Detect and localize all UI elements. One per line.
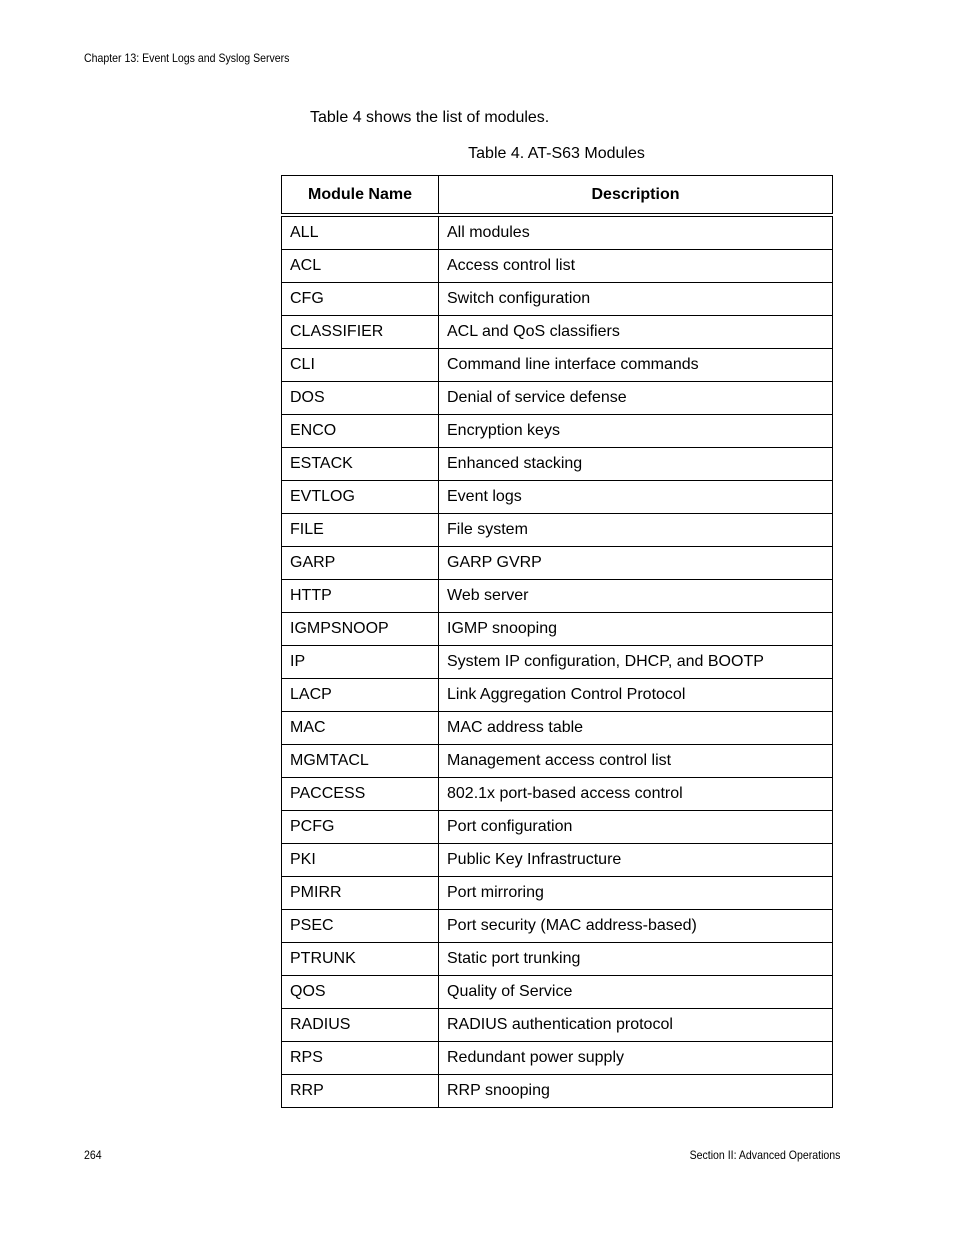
module-name-cell: IGMPSNOOP bbox=[282, 613, 439, 646]
table-caption: Table 4. AT-S63 Modules bbox=[468, 145, 645, 162]
description-cell: Denial of service defense bbox=[439, 382, 833, 415]
description-cell: Event logs bbox=[439, 481, 833, 514]
module-name-cell: MGMTACL bbox=[282, 745, 439, 778]
table-row bbox=[282, 745, 833, 778]
table-row bbox=[282, 1075, 833, 1108]
table-row bbox=[282, 844, 833, 877]
table-row bbox=[282, 250, 833, 283]
table-row bbox=[282, 448, 833, 481]
table-row bbox=[282, 613, 833, 646]
description-cell: Enhanced stacking bbox=[439, 448, 833, 481]
running-header: Chapter 13: Event Logs and Syslog Servers bbox=[84, 51, 290, 65]
module-name-cell: ESTACK bbox=[282, 448, 439, 481]
module-name-cell: ENCO bbox=[282, 415, 439, 448]
module-name-cell: CLASSIFIER bbox=[282, 316, 439, 349]
module-name-cell: PMIRR bbox=[282, 877, 439, 910]
description-cell: Static port trunking bbox=[439, 943, 833, 976]
description-cell: Port security (MAC address-based) bbox=[439, 910, 833, 943]
table-row bbox=[282, 679, 833, 712]
module-name-cell: EVTLOG bbox=[282, 481, 439, 514]
table-row bbox=[282, 316, 833, 349]
module-name-cell: PKI bbox=[282, 844, 439, 877]
description-cell: All modules bbox=[439, 215, 833, 250]
table-row bbox=[282, 382, 833, 415]
column-header-module-name: Module Name bbox=[282, 176, 439, 216]
description-cell: Public Key Infrastructure bbox=[439, 844, 833, 877]
module-name-cell: FILE bbox=[282, 514, 439, 547]
intro-text: Table 4 shows the list of modules. bbox=[310, 109, 550, 126]
description-cell: Web server bbox=[439, 580, 833, 613]
table-row bbox=[282, 943, 833, 976]
table-header-row bbox=[282, 176, 833, 216]
description-cell: IGMP snooping bbox=[439, 613, 833, 646]
module-name-cell: DOS bbox=[282, 382, 439, 415]
table-row bbox=[282, 349, 833, 382]
description-cell: RRP snooping bbox=[439, 1075, 833, 1108]
table-row bbox=[282, 646, 833, 679]
table-row bbox=[282, 1042, 833, 1075]
description-cell: 802.1x port-based access control bbox=[439, 778, 833, 811]
modules-table bbox=[281, 175, 833, 1108]
description-cell: GARP GVRP bbox=[439, 547, 833, 580]
description-cell: RADIUS authentication protocol bbox=[439, 1009, 833, 1042]
description-cell: Encryption keys bbox=[439, 415, 833, 448]
table-row bbox=[282, 976, 833, 1009]
description-cell: ACL and QoS classifiers bbox=[439, 316, 833, 349]
table-row bbox=[282, 910, 833, 943]
module-name-cell: PTRUNK bbox=[282, 943, 439, 976]
description-cell: Link Aggregation Control Protocol bbox=[439, 679, 833, 712]
module-name-cell: HTTP bbox=[282, 580, 439, 613]
description-cell: Port configuration bbox=[439, 811, 833, 844]
column-header-description: Description bbox=[439, 176, 833, 216]
description-cell: File system bbox=[439, 514, 833, 547]
description-cell: System IP configuration, DHCP, and BOOTP bbox=[439, 646, 833, 679]
page-number: 264 bbox=[84, 1148, 102, 1162]
module-name-cell: ALL bbox=[282, 215, 439, 250]
module-name-cell: LACP bbox=[282, 679, 439, 712]
table-row bbox=[282, 547, 833, 580]
description-cell: Port mirroring bbox=[439, 877, 833, 910]
table-row bbox=[282, 778, 833, 811]
module-name-cell: PACCESS bbox=[282, 778, 439, 811]
section-footer: Section II: Advanced Operations bbox=[689, 1148, 840, 1162]
table-row bbox=[282, 580, 833, 613]
table-body bbox=[282, 215, 833, 1108]
module-name-cell: ACL bbox=[282, 250, 439, 283]
table-row bbox=[282, 215, 833, 250]
module-name-cell: GARP bbox=[282, 547, 439, 580]
table-row bbox=[282, 283, 833, 316]
description-cell: Management access control list bbox=[439, 745, 833, 778]
table-row bbox=[282, 877, 833, 910]
description-cell: Command line interface commands bbox=[439, 349, 833, 382]
module-name-cell: QOS bbox=[282, 976, 439, 1009]
description-cell: MAC address table bbox=[439, 712, 833, 745]
table-row bbox=[282, 514, 833, 547]
module-name-cell: CFG bbox=[282, 283, 439, 316]
description-cell: Switch configuration bbox=[439, 283, 833, 316]
table-row bbox=[282, 811, 833, 844]
module-name-cell: RRP bbox=[282, 1075, 439, 1108]
description-cell: Redundant power supply bbox=[439, 1042, 833, 1075]
module-name-cell: CLI bbox=[282, 349, 439, 382]
module-name-cell: MAC bbox=[282, 712, 439, 745]
table-row bbox=[282, 481, 833, 514]
table-row bbox=[282, 415, 833, 448]
description-cell: Quality of Service bbox=[439, 976, 833, 1009]
description-cell: Access control list bbox=[439, 250, 833, 283]
module-name-cell: IP bbox=[282, 646, 439, 679]
module-name-cell: RPS bbox=[282, 1042, 439, 1075]
table-row bbox=[282, 1009, 833, 1042]
table-row bbox=[282, 712, 833, 745]
module-name-cell: PCFG bbox=[282, 811, 439, 844]
module-name-cell: RADIUS bbox=[282, 1009, 439, 1042]
module-name-cell: PSEC bbox=[282, 910, 439, 943]
